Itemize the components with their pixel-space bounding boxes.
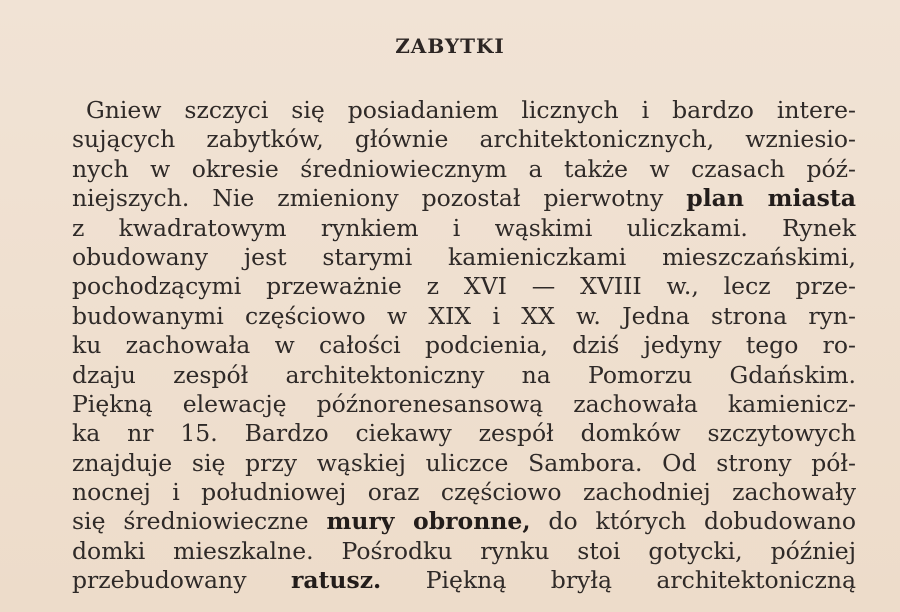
- text-line: niejszych. Nie zmieniony pozostał pierwotny plan miasta: [72, 184, 856, 213]
- text-line: ku zachowała w całości podcienia, dziś jedyny tego ro-: [72, 331, 856, 360]
- text-line: się średniowieczne mury obronne, do których dobudowano: [72, 507, 856, 536]
- text-line: dzaju zespół architektoniczny na Pomorzu Gdańskim.: [72, 360, 856, 389]
- bold-term: plan miasta: [686, 184, 856, 213]
- text-line: przebudowany ratusz. Piękną bryłą architektoniczną: [72, 566, 856, 595]
- text-line: z kwadratowym rynkiem i wąskimi uliczkami. Rynek: [72, 213, 856, 242]
- bold-term: mury obronne,: [326, 507, 531, 536]
- text-line: domki mieszkalne. Pośrodku rynku stoi gotycki, później: [72, 536, 856, 565]
- text-line: znajduje się przy wąskiej uliczce Sambora. Od strony pół-: [72, 448, 856, 477]
- page-title: ZABYTKI: [395, 34, 505, 58]
- body-paragraph: [72, 96, 856, 596]
- text-line: obudowany jest starymi kamieniczkami mieszczańskimi,: [72, 242, 856, 271]
- text-line: budowanymi częściowo w XIX i XX w. Jedna strona ryn-: [72, 301, 856, 330]
- text-line: nocnej i południowej oraz częściowo zachodniej zachowały: [72, 478, 856, 507]
- text-line: sujących zabytków, głównie architektonicznych, wzniesio-: [72, 125, 856, 154]
- bold-term: ratusz.: [290, 566, 382, 595]
- text-line: nych w okresie średniowiecznym a także w czasach póź-: [72, 154, 856, 183]
- text-line: Gniew szczyci się posiadaniem licznych i bardzo intere-: [86, 96, 856, 124]
- text-line: ka nr 15. Bardzo ciekawy zespół domków szczytowych: [72, 419, 856, 448]
- text-line: Piękną elewację późnorenesansową zachowała kamienicz-: [72, 389, 856, 418]
- text-line: pochodzącymi przeważnie z XVI — XVIII w., lecz prze-: [72, 272, 856, 301]
